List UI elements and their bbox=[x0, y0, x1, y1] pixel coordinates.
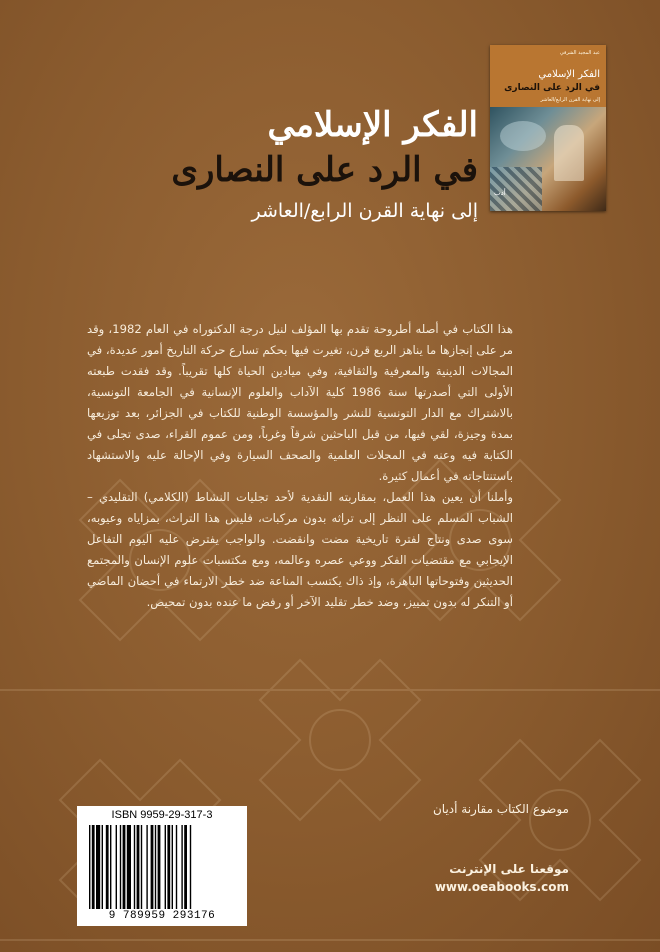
barcode-bar bbox=[158, 825, 161, 909]
barcode-bar bbox=[134, 825, 135, 909]
website-link[interactable]: www.oeabooks.com bbox=[434, 880, 569, 894]
barcode-digits: 9 789959 293176 bbox=[108, 910, 216, 922]
barcode-bar bbox=[165, 825, 166, 909]
barcode-bar bbox=[89, 825, 90, 909]
barcode-bar bbox=[106, 825, 109, 909]
barcode-bar bbox=[146, 825, 147, 909]
barcode-bar bbox=[96, 825, 100, 909]
thumbnail-title-line1: الفكر الإسلامي bbox=[538, 69, 600, 80]
barcode-bar bbox=[127, 825, 131, 909]
barcode-bar bbox=[190, 825, 191, 909]
figure-shape bbox=[554, 125, 584, 181]
barcode-bar bbox=[120, 825, 121, 909]
description-paragraph-2: وأملنا أن يعين هذا العمل، بمقاربته النقدية لأحد تجليات النشاط (الكلامي) التقليدي – الشباب المسلم على النظر إلى تراثه بدون مركبات، فليس هذا التراث، بمزاياه وعيوبه، سوى صدى ونتاج لفترة تاريخية مضت وانقضت. والواجب يفترض عليه اليوم التفاعل الإيجابي مع مقتضيات الفكر ووعي عصره وعالمه، ومع مكتسبات علوم الإنسان والمجتمع الحديثين وفتوحاتها الباهرة، وإذ ذاك يكتسب المناعة ضد خطر الارتماء في أحضان الماضي أو التنكر له بدون تمييز، وضد خطر تقليد الآخر أو رفض ما عنده بدون تمحيص. bbox=[87, 490, 513, 609]
barcode-bar bbox=[176, 825, 177, 909]
barcode-bar bbox=[151, 825, 154, 909]
thumbnail-title-line3: إلى نهاية القرن الرابع/العاشر bbox=[540, 97, 600, 103]
barcode-bar bbox=[141, 825, 142, 909]
book-title-second-line: في الرد على النصارى bbox=[171, 150, 478, 190]
thumbnail-artwork bbox=[490, 107, 606, 211]
book-title: الفكر الإسلامي bbox=[267, 105, 478, 145]
barcode-bar bbox=[92, 825, 95, 909]
website-label: موقعنا على الإنترنت bbox=[449, 862, 569, 876]
barcode-bar bbox=[167, 825, 170, 909]
barcode-bar bbox=[181, 825, 182, 909]
barcode-bar bbox=[155, 825, 156, 909]
dome-shape bbox=[500, 121, 546, 151]
barcode-bar bbox=[102, 825, 103, 909]
book-description bbox=[87, 319, 513, 613]
isbn-barcode bbox=[77, 806, 247, 926]
barcode-bar bbox=[116, 825, 117, 909]
barcode-bar bbox=[110, 825, 111, 909]
front-cover-thumbnail bbox=[490, 45, 606, 211]
barcode-bar bbox=[137, 825, 140, 909]
book-subtitle: إلى نهاية القرن الرابع/العاشر bbox=[251, 200, 478, 222]
barcode-bars bbox=[87, 825, 237, 909]
isbn-label: ISBN 9959-29-317-3 bbox=[111, 809, 213, 821]
thumbnail-author: عبد المجيد الشرفي bbox=[559, 50, 600, 56]
thumbnail-title-line2: في الرد على النصارى bbox=[504, 83, 600, 93]
barcode-bar bbox=[184, 825, 187, 909]
barcode-bar bbox=[123, 825, 126, 909]
book-subject: موضوع الكتاب مقارنة أديان bbox=[432, 802, 569, 816]
barcode-bar bbox=[172, 825, 173, 909]
publisher-logo: أدب bbox=[494, 189, 506, 197]
description-paragraph-1: هذا الكتاب في أصله أطروحة تقدم بها المؤلف لنيل درجة الدكتوراه في العام 1982، وقد مر على إنجازها ما يناهز الربع قرن، تغيرت فيها بحكم تسارع حركة التاريخ أمور عديدة، في المجالات الدينية والمعرفية والثقافية، وفي ميادين الحياة كلها تقريباً. وقد فقدت طبعته الأولى التي أصدرتها سنة 1986 كلية الآداب والعلوم الإنسانية في الجامعة التونسية، بالاشتراك مع الدار التونسية للنشر والمؤسسة الوطنية للكتاب في الجزائر، بعد توزيعها بمدة وجيزة، لقي فيها، من قبل الباحثين شرقاً وغرباً، ومن عموم القراء، صدى تجلى في الكتابة فيه وعنه في المجلات العلمية والصحف السيارة وفي الإحالة عليه والاستشهاد باستنتاجاته في أعمال كثيرة. bbox=[86, 322, 514, 483]
